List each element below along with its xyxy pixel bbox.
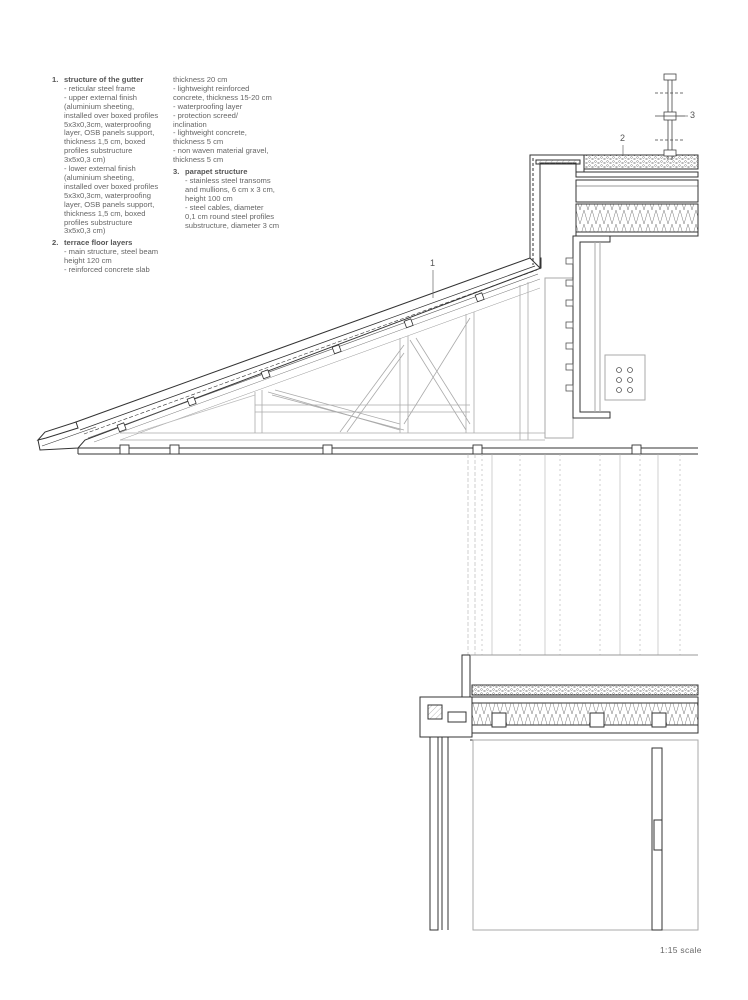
legend-line: substructure, diameter 3 cm — [185, 220, 280, 230]
legend-line: 5x3x0,3cm, waterproofing — [64, 190, 151, 200]
legend-line: inclination — [173, 119, 207, 129]
legend-line: (aluminium sheeting, — [64, 172, 135, 182]
gutter-roof — [38, 258, 541, 450]
reticular-steel-frame — [120, 282, 545, 440]
legend-line: - upper external finish — [64, 92, 138, 102]
terrace-floor-layers — [576, 155, 698, 236]
legend-number-1: 1. — [52, 75, 59, 84]
legend-number-2: 2. — [52, 238, 59, 248]
legend-line: profiles substructure — [64, 217, 133, 227]
legend-title-3: parapet structure — [185, 167, 248, 177]
legend-line: thickness 1,5 cm, boxed — [64, 137, 146, 147]
legend-line: - lightweight reinforced — [173, 83, 250, 93]
legend-line: - steel cables, diameter — [185, 202, 264, 212]
callout-3: 3 — [690, 110, 696, 120]
legend-line: - reticular steel frame — [64, 83, 136, 93]
soffit-purlins — [120, 445, 641, 454]
legend-line: thickness 1,5 cm, boxed — [64, 208, 146, 218]
legend-title-2: terrace floor layers — [64, 238, 133, 248]
legend-line: 0,1 cm round steel profiles — [185, 211, 275, 221]
legend-title-1: structure of the gutter — [64, 75, 144, 84]
legend-line: - main structure, steel beam — [64, 247, 159, 257]
legend-line: profiles substructure — [64, 146, 133, 156]
legend-line: and mullions, 6 cm x 3 cm, — [185, 184, 275, 194]
parapet-cable-detail — [655, 74, 685, 160]
legend-line: 3x5x0,3 cm) — [64, 155, 106, 165]
legend-line: - waterproofing layer — [173, 101, 243, 111]
legend-line: layer, OSB panels support, — [64, 128, 155, 138]
legend-line: thickness 5 cm — [173, 137, 224, 147]
legend-line: concrete, thickness 15-20 cm — [173, 92, 272, 102]
legend-line: 5x3x0,3cm, waterproofing — [64, 119, 151, 129]
callout-1: 1 — [430, 258, 436, 268]
legend-line: - lower external finish — [64, 164, 136, 174]
legend-line: - reinforced concrete slab — [64, 265, 150, 275]
legend-line: layer, OSB panels support, — [64, 199, 155, 209]
glazed-facade-elevation — [468, 454, 680, 655]
steel-beam-section — [573, 236, 645, 418]
legend-line: thickness 5 cm — [173, 155, 224, 165]
legend-line: installed over boxed profiles — [64, 110, 159, 120]
legend-line: height 100 cm — [185, 193, 233, 203]
legend-line: - stainless steel transoms — [185, 175, 271, 185]
legend-line: - protection screed/ — [173, 110, 238, 120]
callout-2: 2 — [620, 133, 626, 143]
legend-line: 3x5x0,3 cm) — [64, 226, 106, 236]
legend-number-3: 3. — [173, 167, 180, 177]
scale-label: 1:15 scale — [660, 945, 702, 955]
legend-line: thickness 20 cm — [173, 75, 228, 84]
legend-line: - lightweight concrete, — [173, 128, 247, 138]
legend-line: - non waven material gravel, — [173, 146, 269, 156]
legend-line: height 120 cm — [64, 256, 112, 266]
legend-line: (aluminium sheeting, — [64, 101, 135, 111]
legend-line: installed over boxed profiles — [64, 181, 159, 191]
